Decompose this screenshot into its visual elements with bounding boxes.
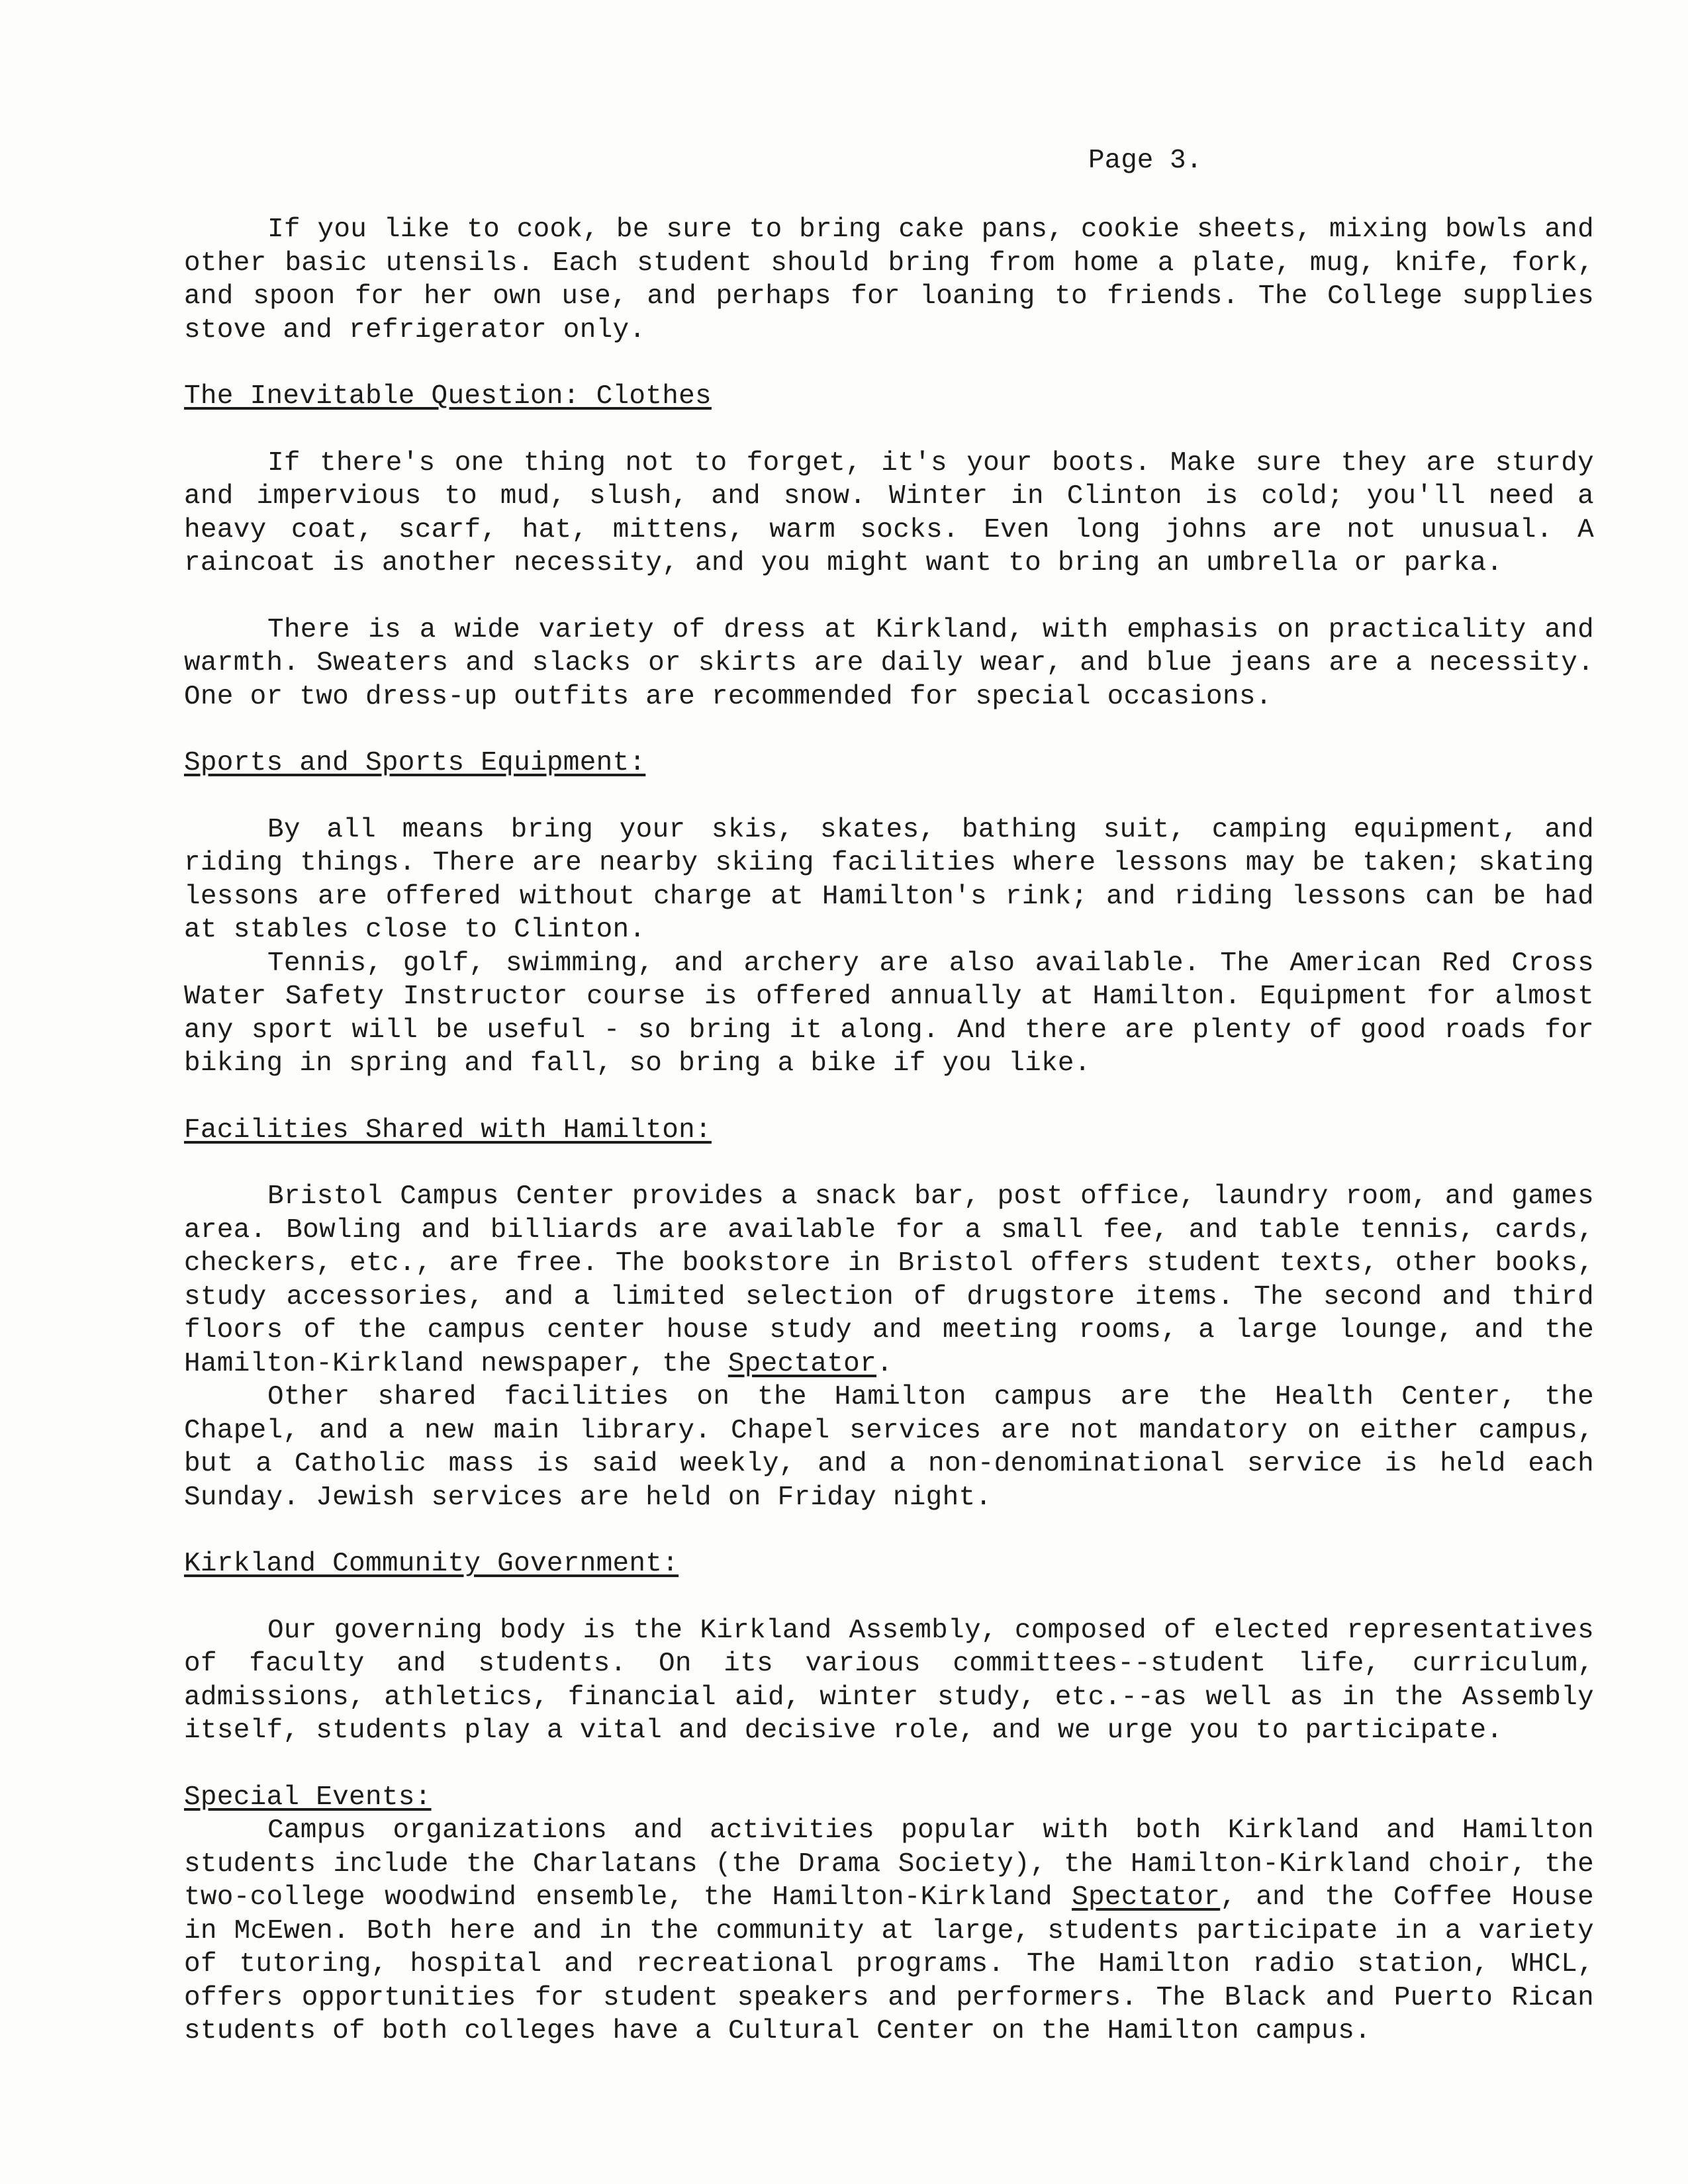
- document-body: [184, 213, 1594, 2048]
- events-paragraph: [184, 1814, 1594, 2048]
- events-heading: Special Events:: [184, 1782, 432, 1813]
- events-paragraph-text: Campus organizations and activities popular with both Kirkland and Hamilton students include the Charlatans (the Drama Society), the Hamilton-Kirkland choir, the two-college woodwind ensemble, the Hamilton-Kirkland: [184, 1815, 1594, 1913]
- government-heading: Kirkland Community Government:: [184, 1549, 679, 1579]
- events-paragraph-end: , and the Coffee House in McEwen. Both here and in the community at large, students participate in a variety of tutoring, hospital and recreational programs. The Hamilton radio station, WHCL, offers opportunities for student speakers and performers. The Black and Puerto Rican students of both colleges have a Cultural Center on the Hamilton campus.: [184, 1882, 1595, 2046]
- sports-heading: Sports and Sports Equipment:: [184, 748, 646, 778]
- spectator-title-2: Spectator: [1072, 1882, 1221, 1913]
- facilities-heading: Facilities Shared with Hamilton:: [184, 1115, 712, 1146]
- clothes-paragraph-2: There is a wide variety of dress at Kirkland, with emphasis on practicality and warmth. Sweaters and slacks or skirts are daily wear, and blue jeans are a necessity. One or two dress-up outfits are recommended for special occasions.: [184, 614, 1594, 712]
- sports-paragraph-1: By all means bring your skis, skates, bathing suit, camping equipment, and riding things. There are nearby skiing facilities where lessons may be taken; skating lessons are offered without charge at Hamilton's rink; and riding lessons can be had at stables close to Clinton.: [184, 814, 1594, 945]
- sports-paragraph-2: Tennis, golf, swimming, and archery are also available. The American Red Cross Water Safety Instructor course is offered annually at Hamilton. Equipment for almost any sport will be useful - so bring it along. And there are plenty of good roads for biking in spring and fall, so bring a bike if you like.: [184, 948, 1594, 1079]
- intro-paragraph: If you like to cook, be sure to bring cake pans, cookie sheets, mixing bowls and other basic utensils. Each student should bring from home a plate, mug, knife, fork, and spoon for her own use, and perhaps for loaning to friends. The College supplies stove and refrigerator only.: [184, 214, 1594, 345]
- government-paragraph: Our governing body is the Kirkland Assembly, composed of elected representatives of faculty and students. On its various committees--student life, curriculum, admissions, athletics, financial aid, winter study, etc.--as well as in the Assembly itself, students play a vital and decisive role, and we urge you to participate.: [184, 1615, 1594, 1746]
- facilities-paragraph-2: Other shared facilities on the Hamilton campus are the Health Center, the Chapel, and a new main library. Chapel services are not mandatory on either campus, but a Catholic mass is said weekly, and a non-denominational service is held each Sunday. Jewish services are held on Friday night.: [184, 1382, 1594, 1513]
- page-number: Page 3.: [1088, 146, 1203, 176]
- spectator-title: Spectator: [727, 1348, 876, 1379]
- facilities-paragraph-1: [184, 1180, 1594, 1381]
- clothes-heading: The Inevitable Question: Clothes: [184, 381, 712, 412]
- clothes-paragraph-1: If there's one thing not to forget, it's your boots. Make sure they are sturdy and impervious to mud, slush, and snow. Winter in Clinton is cold; you'll need a heavy coat, scarf, hat, mittens, warm socks. Even long johns are not unusual. A raincoat is another necessity, and you might want to bring an umbrella or parka.: [184, 447, 1594, 578]
- facilities-paragraph-1-text: Bristol Campus Center provides a snack bar, post office, laundry room, and games area. Bowling and billiards are available for a small fee, and table tennis, cards, checkers, etc., are free. The bookstore in Bristol offers student texts, other books, study accessories, and a limited selection of drugstore items. The second and third floors of the campus center house study and meeting rooms, a large lounge, and the Hamilton-Kirkland newspaper, the: [184, 1181, 1594, 1379]
- facilities-paragraph-1-end: .: [876, 1348, 893, 1379]
